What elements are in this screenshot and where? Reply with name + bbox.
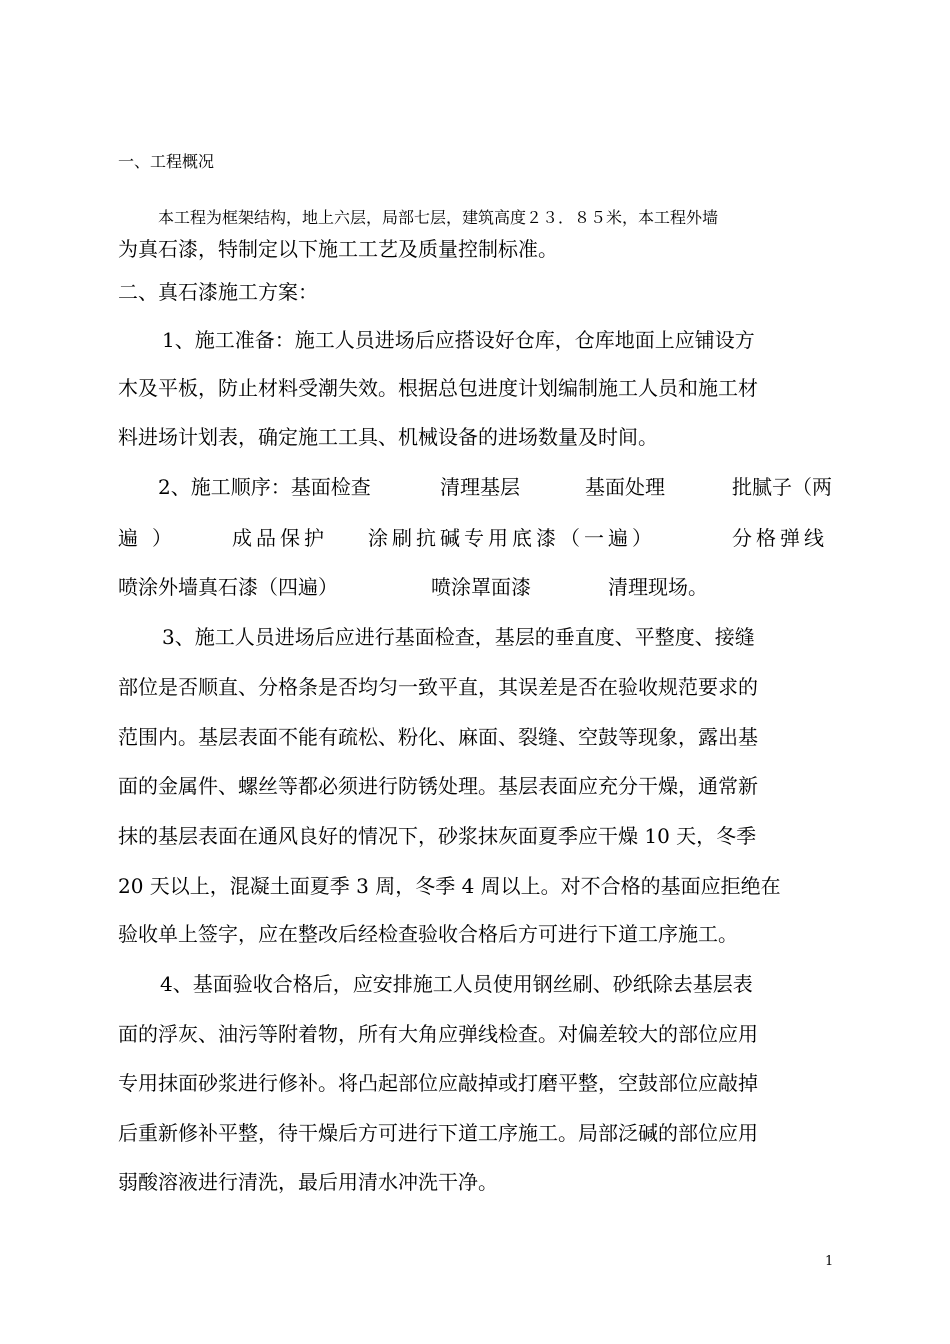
step-item: 涂刷抗碱专用底漆（一遍） bbox=[368, 526, 656, 550]
step-item: 清理基层 bbox=[440, 475, 520, 499]
para1-line-2: 木及平板，防止材料受潮失效。根据总包进度计划编制施工人员和施工材 bbox=[118, 376, 758, 400]
section2-heading: 二、真石漆施工方案： bbox=[118, 280, 318, 304]
step-item: 喷涂罩面漆 bbox=[431, 575, 531, 599]
overview-line-2: 为真石漆，特制定以下施工工艺及质量控制标准。 bbox=[118, 237, 558, 261]
step-item: 清理现场。 bbox=[608, 575, 708, 599]
para4-line-2: 面的浮灰、油污等附着物，所有大角应弹线检查。对偏差较大的部位应用 bbox=[118, 1022, 758, 1046]
step-item: 批腻子（两 bbox=[732, 475, 832, 499]
para4-line-1: 4、基面验收合格后，应安排施工人员使用钢丝刷、砂纸除去基层表 bbox=[160, 972, 753, 996]
para4-line-5: 弱酸溶液进行清洗，最后用清水冲洗干净。 bbox=[118, 1170, 498, 1194]
section1-heading: 一、工程概况 bbox=[118, 152, 215, 171]
step-item: 遍） bbox=[118, 526, 186, 550]
para4-line-4: 后重新修补平整，待干燥后方可进行下道工序施工。局部泛碱的部位应用 bbox=[118, 1121, 758, 1145]
para4-line-3: 专用抹面砂浆进行修补。将凸起部位应敲掉或打磨平整，空鼓部位应敲掉 bbox=[118, 1071, 758, 1095]
para1-line-3: 料进场计划表，确定施工工具、机械设备的进场数量及时间。 bbox=[118, 425, 658, 449]
para3-line-6: 20 天以上，混凝土面夏季 3 周，冬季 4 周以上。对不合格的基面应拒绝在 bbox=[118, 874, 781, 898]
step-item: 成品保护 bbox=[232, 526, 328, 550]
para1-line-1: 1、施工准备：施工人员进场后应搭设好仓库，仓库地面上应铺设方 bbox=[162, 328, 755, 352]
para3-line-1: 3、施工人员进场后应进行基面检查，基层的垂直度、平整度、接缝 bbox=[162, 625, 755, 649]
para3-line-2: 部位是否顺直、分格条是否均匀一致平直，其误差是否在验收规范要求的 bbox=[118, 675, 758, 699]
step-item: 2、施工顺序：基面检查 bbox=[158, 475, 371, 499]
overview-line-1: 本工程为框架结构，地上六层，局部七层，建筑高度２３．８５米，本工程外墙 bbox=[158, 208, 719, 227]
page-number: 1 bbox=[825, 1254, 834, 1269]
para3-line-7: 验收单上签字，应在整改后经检查验收合格后方可进行下道工序施工。 bbox=[118, 922, 738, 946]
para3-line-4: 面的金属件、螺丝等都必须进行防锈处理。基层表面应充分干燥，通常新 bbox=[118, 774, 758, 798]
para3-line-5: 抹的基层表面在通风良好的情况下，砂浆抹灰面夏季应干燥 10 天，冬季 bbox=[118, 824, 757, 848]
step-item: 喷涂外墙真石漆（四遍） bbox=[118, 575, 338, 599]
step-item: 分格弹线 bbox=[732, 526, 828, 550]
para3-line-3: 范围内。基层表面不能有疏松、粉化、麻面、裂缝、空鼓等现象，露出基 bbox=[118, 725, 758, 749]
step-item: 基面处理 bbox=[585, 475, 665, 499]
